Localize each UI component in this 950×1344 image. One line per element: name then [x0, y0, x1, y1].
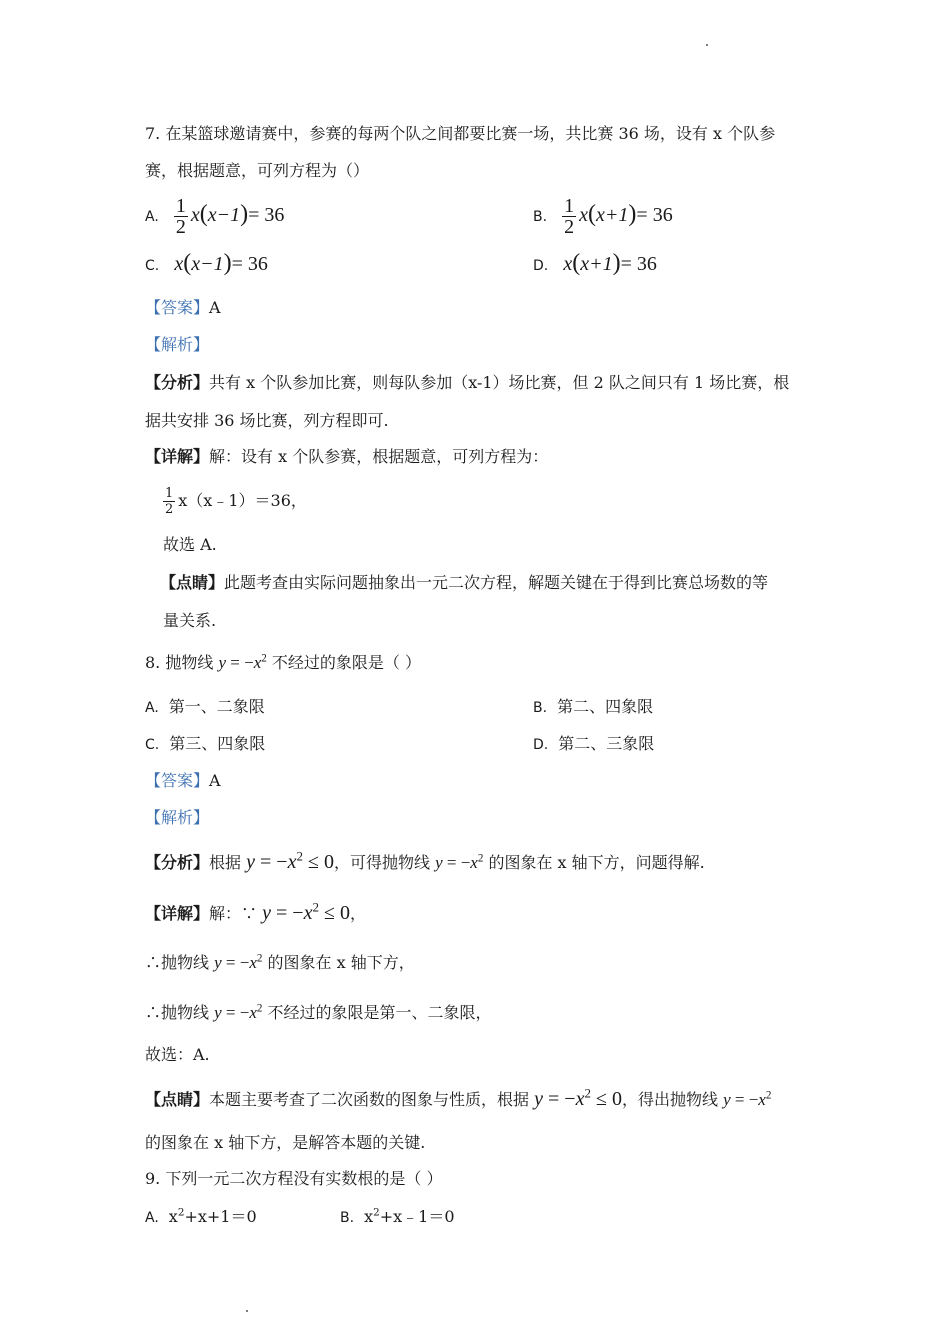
q8-dianjing-line1: 【点睛】本题主要考查了二次函数的图象与性质，根据 $y = -x^2 \le 0$，得出抛物线 $y = -x^2$ — [145, 1085, 772, 1110]
q8-choose: 故选：A. — [145, 1045, 210, 1064]
q9-option-a[interactable]: A. $x^2+x+1=0$ — [145, 1206, 257, 1226]
q8-answer — [145, 769, 221, 793]
q8-inequality: $y = -x^2 \le 0$ — [246, 848, 334, 873]
q7-option-d-formula: x(x+1)= 36 — [563, 250, 657, 276]
q8-dianjing-line2: 的图象在 x 轴下方，是解答本题的关键. — [145, 1133, 426, 1152]
q7-fenxi-line2: 据共安排 36 场比赛，列方程即可. — [145, 411, 389, 430]
q7-option-c[interactable]: C. x(x−1)= 36 — [145, 250, 268, 276]
answer-tag: 【答案】 — [145, 298, 210, 317]
q8-xiangjie: 【详解】解：∵ $y = -x^2 \le 0$， — [145, 899, 366, 924]
q9-stem: 9. 下列一元二次方程没有实数根的是（ ） — [145, 1169, 443, 1188]
q7-equation: $\frac{1}{2}$ x（x﹣1）＝36， — [165, 486, 307, 517]
answer-value: A — [209, 298, 221, 317]
decorative-dot-bottom — [246, 1310, 248, 1312]
q7-option-a[interactable]: A. $\frac{1}{2}$ x(x−1)= 36 — [145, 195, 285, 238]
q8-line3: ∴抛物线 $y = -x^2$ 的图象在 x 轴下方， — [145, 952, 415, 972]
q8-line4: ∴抛物线 $y = -x^2$ 不经过的象限是第一、二象限， — [145, 1002, 492, 1022]
q7-xiangjie: 【详解】解：设有 x 个队参赛，根据题意，可列方程为： — [145, 447, 549, 466]
q7-fenxi-line1: 【分析】共有 x 个队参加比赛，则每队参加（x-1）场比赛，但 2 队之间只有 1 场比赛，根 — [145, 373, 790, 392]
q7-answer — [145, 296, 221, 320]
q8-inequality: $y = -x^2 \le 0$ — [534, 1085, 622, 1110]
answer-tag: 【答案】 — [145, 771, 210, 790]
decorative-dot-top — [706, 44, 708, 46]
q8-analysis-tag: 【解析】 — [145, 808, 210, 827]
q8-option-b[interactable]: B. 第二、四象限 — [533, 697, 654, 716]
q7-option-b-formula: $\frac{1}{2}$ x(x+1)= 36 — [564, 195, 673, 238]
q8-option-a[interactable]: A. 第一、二象限 — [145, 697, 265, 716]
q7-option-b[interactable]: B. $\frac{1}{2}$ x(x+1)= 36 — [533, 195, 673, 238]
q7-stem-line1: 7. 在某篮球邀请赛中，参赛的每两个队之间都要比赛一场，共比赛 36 场，设有 x 个队参 — [145, 124, 776, 143]
q8-formula: $y = -x^2$ — [218, 652, 267, 672]
q7-analysis-tag: 【解析】 — [145, 335, 210, 354]
q9-option-b[interactable]: B. $x^2+x﹣1=0$ — [340, 1206, 455, 1226]
q7-option-d[interactable]: D. x(x+1)= 36 — [533, 250, 657, 276]
q7-option-c-formula: x(x−1)= 36 — [174, 250, 268, 276]
q7-dianjing-line1: 【点睛】此题考查由实际问题抽象出一元二次方程，解题关键在于得到比赛总场数的等 — [160, 573, 769, 592]
answer-value: A — [209, 771, 221, 790]
q7-choose: 故选 A. — [163, 535, 217, 554]
q8-option-c[interactable]: C. 第三、四象限 — [145, 734, 266, 753]
q8-inequality: $y = -x^2 \le 0$ — [262, 899, 350, 924]
q8-option-d[interactable]: D. 第二、三象限 — [533, 734, 655, 753]
q7-stem-line2: 赛，根据题意，可列方程为（） — [145, 161, 370, 180]
q8-fenxi: 【分析】根据 $y = -x^2 \le 0$，可得抛物线 $y = -x^2$ 的图象在 x 轴下方，问题得解. — [145, 848, 705, 873]
q8-stem: 8. 抛物线 $y = -x^2$ 不经过的象限是（ ） — [145, 652, 421, 672]
q7-dianjing-line2: 量关系. — [163, 611, 217, 630]
q7-option-a-formula: $\frac{1}{2}$ x(x−1)= 36 — [175, 195, 285, 238]
